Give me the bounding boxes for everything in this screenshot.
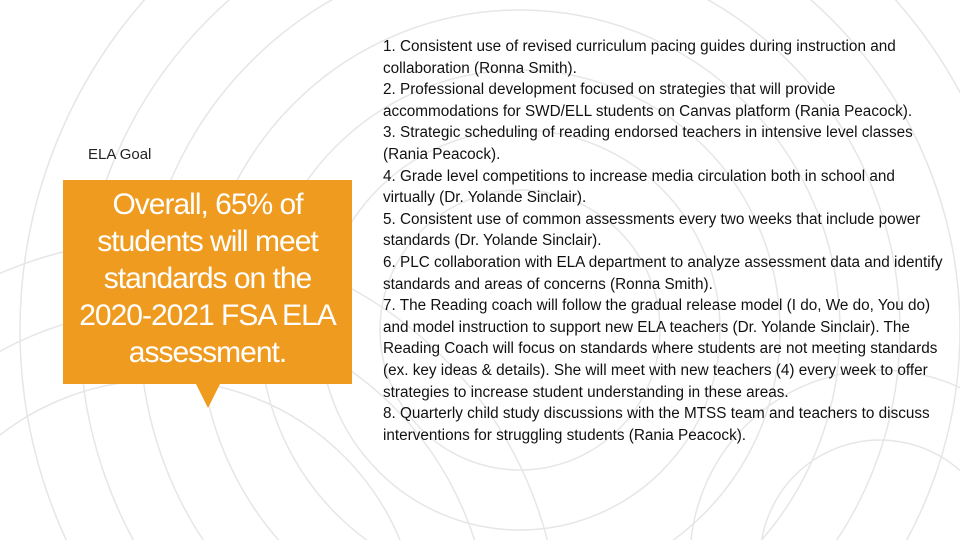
callout-pointer	[196, 384, 220, 408]
strategy-item: 5. Consistent use of common assessments every two weeks that include power standards (Dr. Yolande Sinclair).	[383, 210, 921, 250]
strategy-item: 8. Quarterly child study discussions with the MTSS team and teachers to discuss interventions for struggling students (Rania Peacock).	[383, 405, 930, 444]
strategy-item: 2. Professional development focused on strategies that will provide accommodations for SWD/ELL students on Canvas platform (Rania Peacock).	[383, 81, 913, 120]
goal-statement: Overall, 65% of students will meet standards on the 2020-2021 FSA ELA assessment.	[79, 187, 336, 369]
strategy-item: 4. Grade level competitions to increase media circulation both in school and virtually (Dr. Yolande Sinclair).	[383, 167, 895, 207]
strategy-item: 7. The Reading coach will follow the gradual release model (I do, We do, You do) and model instruction to support new ELA teachers (Dr. Yolande Sinclair). The Reading Coach will focus on standards where students are not meeting standards (ex. key ideas & details). She will meet with new teachers (4) every week to offer strategies to increase student understanding in these areas.	[383, 297, 938, 401]
goal-label: ELA Goal	[88, 146, 152, 163]
strategy-item: 3. Strategic scheduling of reading endorsed teachers in intensive level classes (Rania Peacock).	[383, 124, 913, 163]
strategy-item: 1. Consistent use of revised curriculum pacing guides during instruction and collaboration (Ronna Smith).	[383, 38, 896, 77]
goal-callout-box	[63, 180, 352, 384]
strategy-list	[383, 36, 948, 446]
strategy-item: 6. PLC collaboration with ELA department to analyze assessment data and identify standards and areas of concerns (Ronna Smith).	[383, 253, 943, 293]
